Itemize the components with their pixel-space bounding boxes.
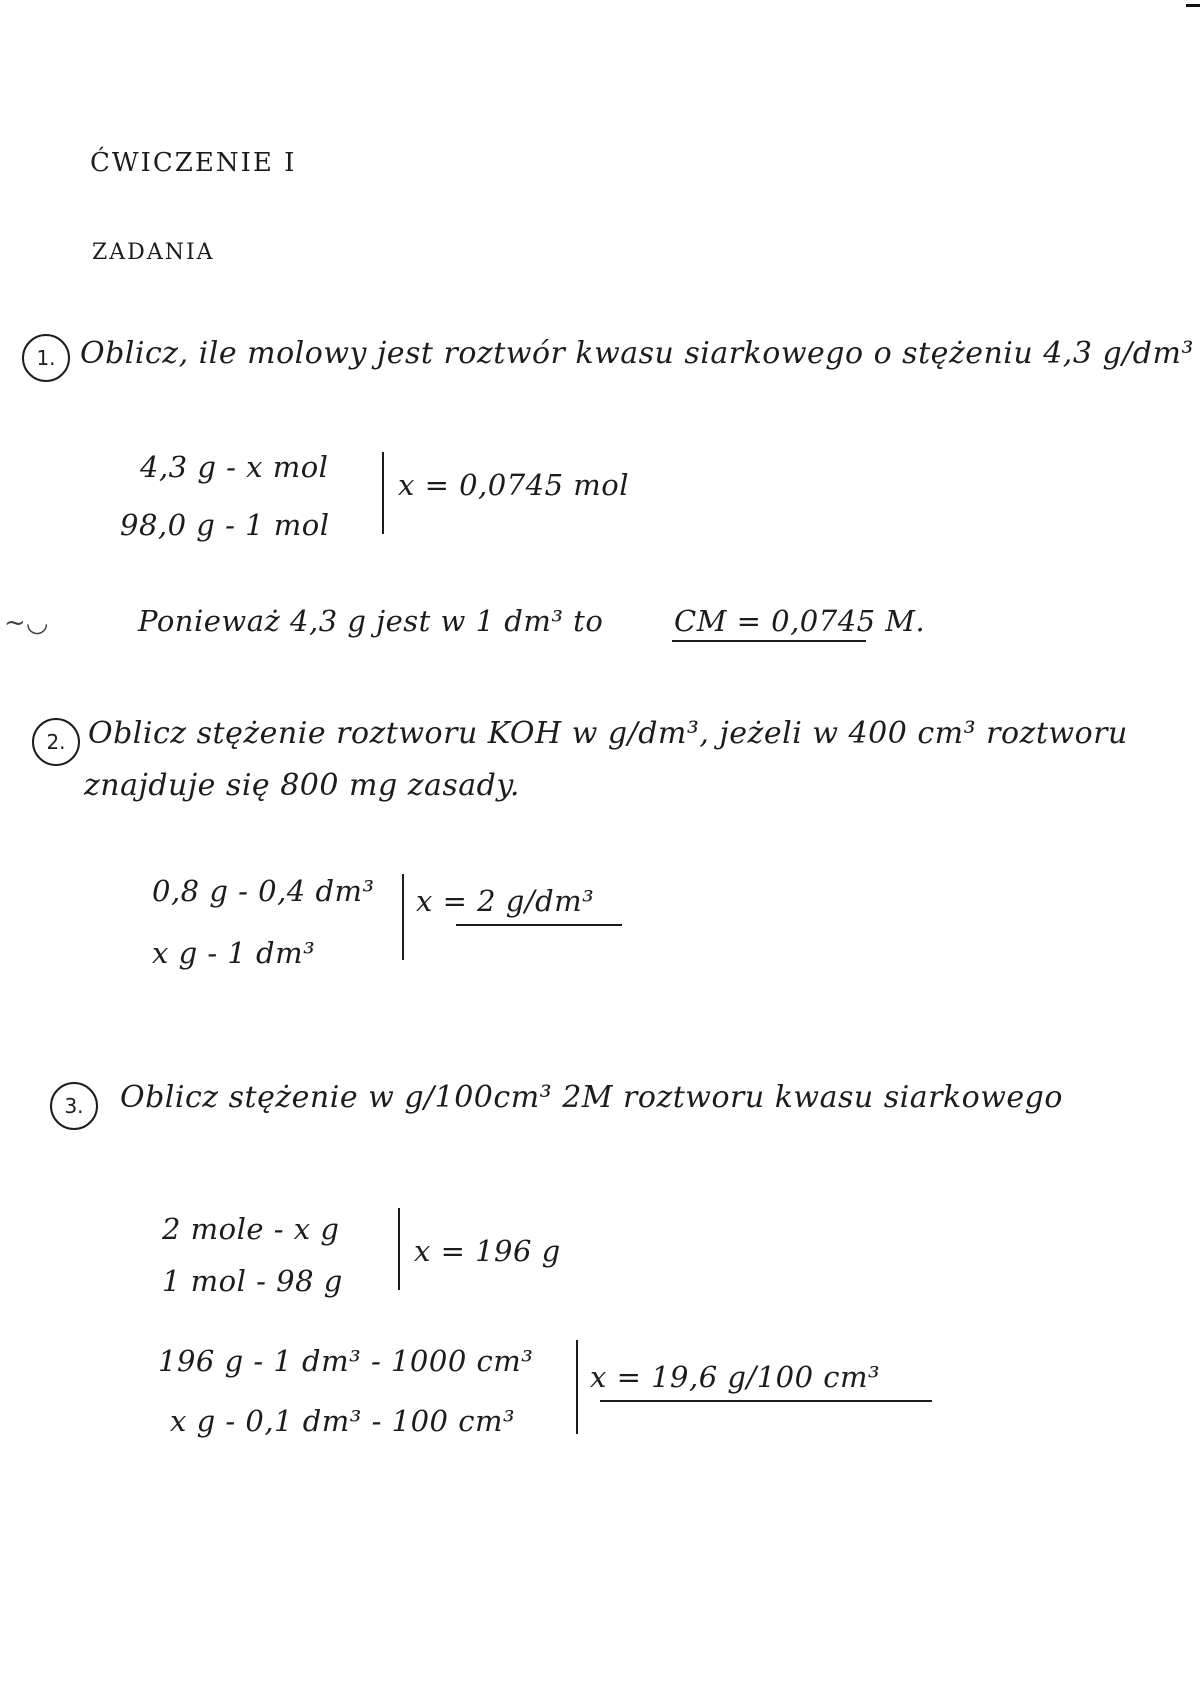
task3-calc2-line2: x g - 0,1 dm³ - 100 cm³ <box>170 1404 516 1438</box>
task2-calc-line2: x g - 1 dm³ <box>152 936 316 970</box>
result-underline <box>456 924 622 926</box>
task3-result1: x = 196 g <box>414 1234 561 1268</box>
page-title: ĆWICZENIE I <box>90 148 297 178</box>
task3-calc2-line1: 196 g - 1 dm³ - 1000 cm³ <box>158 1344 534 1378</box>
task3-question: Oblicz stężenie w g/100cm³ 2M roztworu kwasu siarkowego <box>120 1080 1063 1115</box>
task2-result: x = 2 g/dm³ <box>416 884 595 918</box>
task1-calc-line2: 98,0 g - 1 mol <box>120 508 330 542</box>
task1-concentration: CM = 0,0745 M. <box>674 604 926 638</box>
proportion-divider <box>382 452 384 534</box>
result-underline <box>672 640 866 642</box>
section-heading: ZADANIA <box>92 240 215 265</box>
proportion-divider <box>576 1340 578 1434</box>
task3-calc1-line1: 2 mole - x g <box>162 1212 340 1246</box>
task1-result: x = 0,0745 mol <box>398 468 630 502</box>
task3-calc1-line2: 1 mol - 98 g <box>162 1264 343 1298</box>
corner-mark <box>1186 4 1200 7</box>
task1-calc-line1: 4,3 g - x mol <box>140 450 329 484</box>
proportion-divider <box>398 1208 400 1290</box>
task2-question-line2: znajduje się 800 mg zasady. <box>84 768 520 803</box>
task2-question-line1: Oblicz stężenie roztworu KOH w g/dm³, jeżeli w 400 cm³ roztworu <box>88 716 1128 751</box>
task-number-1: 1. <box>22 334 70 382</box>
task1-conclusion: Ponieważ 4,3 g jest w 1 dm³ to <box>138 604 604 638</box>
proportion-divider <box>402 874 404 960</box>
margin-smudge: ~◡ <box>4 608 49 638</box>
task1-question: Oblicz, ile molowy jest roztwór kwasu siarkowego o stężeniu 4,3 g/dm³ <box>80 336 1194 371</box>
task-number-2: 2. <box>32 718 80 766</box>
task2-calc-line1: 0,8 g - 0,4 dm³ <box>152 874 375 908</box>
task3-result2: x = 19,6 g/100 cm³ <box>590 1360 881 1394</box>
result-underline <box>600 1400 932 1402</box>
task-number-3: 3. <box>50 1082 98 1130</box>
